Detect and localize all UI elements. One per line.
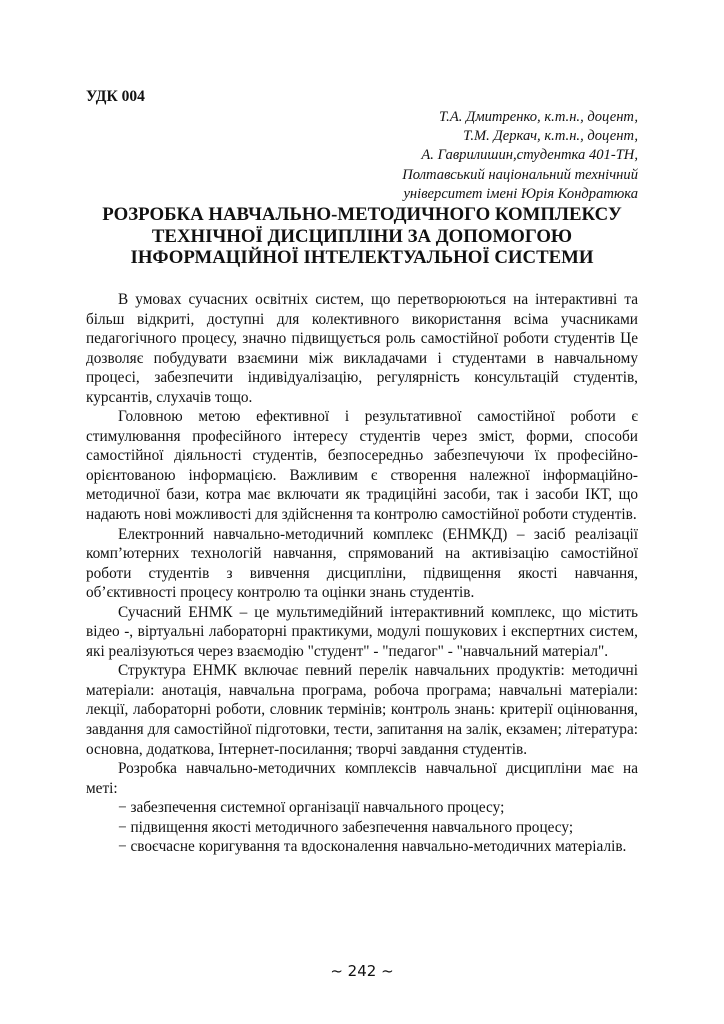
author-line: Т.А. Дмитренко, к.т.н., доцент, [438, 109, 638, 125]
paragraph: Структура ЕНМК включає певний перелік навчальних продуктів: методичні матеріали: анотація, навчальна програма, робоча програма; навчальні матеріали: лекції, лабораторні роботи, словник термінів; контроль знань: критерії оцінювання, завдання для самостійної підготовки, тести, запитання на залік, екзамен; література: основна, додаткова, Інтернет-посилання; творчі завдання студентів. [86, 662, 638, 758]
list-item: − забезпечення системної організації навчального процесу; [118, 799, 505, 817]
title-line: РОЗРОБКА НАВЧАЛЬНО-МЕТОДИЧНОГО КОМПЛЕКСУ [102, 204, 622, 225]
list-item: − підвищення якості методичного забезпечення навчального процесу; [118, 818, 574, 836]
udk-code: УДК 004 [86, 88, 145, 105]
author-line: А. Гаврилишин,студентка 401-ТН, [421, 147, 638, 164]
title-line: ІНФОРМАЦІЙНОЇ ІНТЕЛЕКТУАЛЬНОЇ СИСТЕМИ [130, 247, 594, 268]
list-item: − своєчасне коригування та вдосконалення навчально-методичних матеріалів. [118, 838, 627, 856]
title-line: ТЕХНІЧНОЇ ДИСЦИПЛІНИ ЗА ДОПОМОГОЮ [151, 225, 573, 247]
page-number: ~ 242 ~ [330, 962, 394, 980]
paragraph: Сучасний ЕНМК – це мультимедійний інтерактивний комплекс, що містить відео -, віртуальні лабораторні практикуми, модулі пошукових і експертних систем, які реалізуються через взаємодію "студент" - "педагог" - "навчальний матеріал". [86, 603, 638, 660]
paragraph: В умовах сучасних освітніх систем, що перетворюються на інтерактивні та більш відкриті, доступні для колективного використання всіма учасниками педагогічного процесу, значно підвищується роль самостійної роботи студентів Це дозволяє побудувати взаємини між викладачами і студентами в навчальному процесі, забезпечити індивідуалізацію, регулярність консультацій студентів, курсантів, слухачів тощо. [86, 291, 638, 406]
author-block [402, 108, 638, 204]
paragraph: Розробка навчально-методичних комплексів навчальної дисципліни має на меті: [86, 760, 638, 797]
affiliation-line: університет імені Юрія Кондратюка [403, 185, 638, 202]
author-line: Т.М. Деркач, к.т.н., доцент, [463, 128, 638, 145]
paper-title [86, 204, 638, 269]
body-text [86, 290, 638, 857]
paragraph: Головною метою ефективної і результативної самостійної роботи є стимулювання професійного інтересу студентів через зміст, форми, способи самостійної діяльності студентів, безпосередньо забезпечуючи їх професійно-орієнтованою інформацією. Важливим є створення належної інформаційно-методичної бази, котра має включати як традиційні засоби, так і засоби ІКТ, що надають нові можливості для здійснення та контролю самостійної роботи студентів. [86, 408, 638, 524]
affiliation-line: Полтавський національний технічний [402, 166, 638, 183]
paragraph: Електронний навчально-методичний комплекс (ЕНМКД) – засіб реалізації комп’ютерних технологій навчання, спрямований на активізацію самостійної роботи студентів з вивчення дисципліни, підвищення якості навчання, об’єктивності процесу контролю та оцінки знань студентів. [86, 525, 638, 602]
